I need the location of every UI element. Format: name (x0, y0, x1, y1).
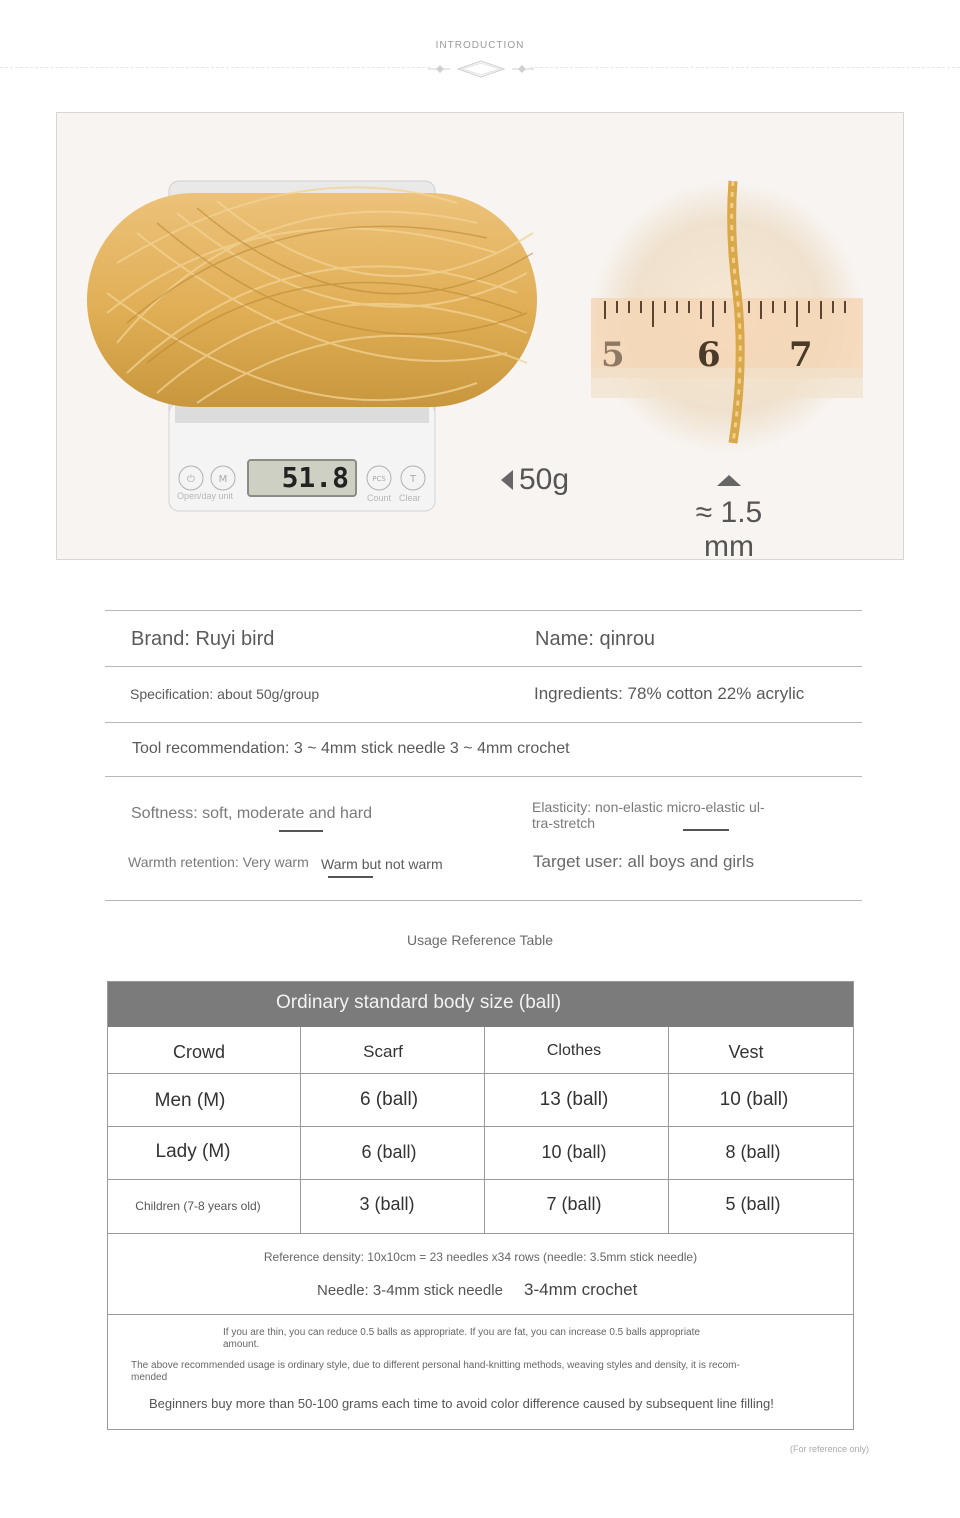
elasticity-text-line1: Elasticity: non-elastic micro-elastic ul- (532, 799, 765, 815)
column-header-clothes: Clothes (546, 1042, 602, 1059)
row-divider (108, 1073, 853, 1074)
row-men-clothes: 13 (ball) (539, 1089, 609, 1110)
elasticity-marker (683, 829, 729, 831)
row-divider (108, 1314, 853, 1315)
reference-only-note: (For reference only) (789, 1444, 869, 1454)
m-button-label: M (218, 474, 228, 485)
ornament-icon (426, 58, 536, 80)
scale-label-count: Count (367, 493, 392, 503)
weight-value: 50g (519, 463, 570, 496)
warmth-marker (328, 876, 373, 878)
spec-divider (105, 666, 862, 667)
note-size-adjust-line2: amount. (223, 1339, 260, 1350)
ruler-number-6: 6 (697, 335, 721, 375)
weight-callout (501, 463, 569, 497)
usage-table (107, 981, 854, 1430)
row-divider (108, 1233, 853, 1234)
softness-text: Softness: soft, moderate and hard (131, 805, 373, 822)
target-user-text: Target user: all boys and girls (533, 852, 755, 871)
row-children-vest: 5 (ball) (725, 1194, 781, 1214)
row-lady-scarf: 6 (ball) (361, 1142, 417, 1162)
pcs-button-label: PCS (372, 475, 386, 483)
note-usage-style-line2: mended (131, 1372, 168, 1383)
scale-label-clear: Clear (399, 493, 421, 503)
column-header-scarf: Scarf (363, 1042, 403, 1061)
density-text: Reference density: 10x10cm = 23 needles x34 rows (needle: 3.5mm stick needle) (263, 1250, 698, 1264)
needle-crochet-text: 3-4mm crochet (524, 1280, 638, 1299)
product-photo (56, 112, 904, 560)
scale-display: 51.8 (247, 459, 357, 497)
row-children-scarf: 3 (ball) (359, 1194, 415, 1214)
note-size-adjust-line1: If you are thin, you can reduce 0.5 balls as appropriate. If you are fat, you can increase 0.5 balls appropriate (223, 1327, 700, 1338)
tool-text: Tool recommendation: 3 ~ 4mm stick needle 3 ~ 4mm crochet (132, 740, 570, 757)
row-men-crowd: Men (M) (154, 1090, 226, 1111)
row-lady-clothes: 10 (ball) (541, 1142, 607, 1162)
row-lady-crowd: Lady (M) (155, 1141, 231, 1162)
t-button-label: T (409, 474, 417, 485)
spec-divider (105, 610, 862, 611)
needle-stick-text: Needle: 3-4mm stick needle (317, 1282, 503, 1299)
elasticity-text-line2: tra-stretch (532, 815, 596, 831)
usage-caption: Usage Reference Table (406, 932, 554, 948)
row-men-scarf: 6 (ball) (359, 1089, 419, 1110)
row-men-vest: 10 (ball) (719, 1089, 789, 1110)
column-header-vest: Vest (728, 1042, 764, 1062)
thickness-callout (669, 475, 789, 560)
section-title: INTRODUCTION (435, 40, 525, 51)
note-beginners: Beginners buy more than 50-100 grams each time to avoid color difference caused by subsequent line filling! (149, 1396, 774, 1411)
row-divider (108, 1126, 853, 1127)
specification-text: Specification: about 50g/group (130, 686, 320, 702)
power-icon: ⏻ (187, 474, 195, 485)
ruler-number-5: 5 (601, 335, 625, 375)
warmth-text: Warmth retention: Very warm (128, 854, 309, 870)
ruler-number-7: 7 (789, 335, 813, 375)
ingredients-text: Ingredients: 78% cotton 22% acrylic (534, 684, 805, 703)
divider-right (530, 67, 960, 68)
divider-left (0, 67, 430, 68)
row-children-clothes: 7 (ball) (546, 1194, 602, 1214)
name-text: Name: qinrou (535, 628, 656, 650)
usage-table-header: Ordinary standard body size (ball) (108, 982, 853, 1027)
scale-label-open: Open/day unit (177, 491, 234, 501)
arrow-up-icon (717, 475, 741, 486)
row-divider (108, 1179, 853, 1180)
brand-text: Brand: Ruyi bird (131, 628, 275, 650)
note-usage-style-line1: The above recommended usage is ordinary style, due to different personal hand-knitting methods, weaving styles and density, it is recom- (131, 1360, 740, 1371)
row-lady-vest: 8 (ball) (725, 1142, 781, 1162)
arrow-left-icon (501, 470, 513, 490)
spec-divider (105, 776, 862, 777)
softness-marker (279, 830, 323, 832)
warmth-selected-text: Warm but not warm (321, 856, 443, 872)
spec-divider (105, 722, 862, 723)
spec-divider (105, 900, 862, 901)
column-header-crowd: Crowd (172, 1042, 225, 1062)
thickness-value: ≈ 1.5 mm (695, 496, 763, 560)
row-children-crowd: Children (7-8 years old) (135, 1199, 261, 1213)
